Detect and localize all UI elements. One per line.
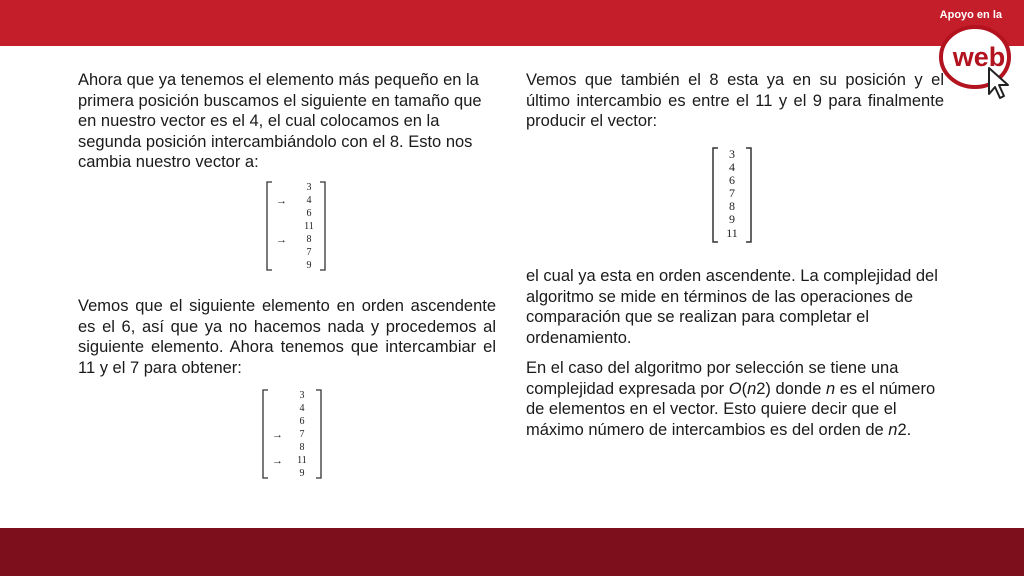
right-paragraph-1: Vemos que también el 8 esta ya en su posición y el último intercambio es entre el 11 y el 9 para finalmente producir el vector: [526, 71, 944, 130]
v1-value-6: 9 [306, 260, 312, 271]
v1-value-3: 11 [304, 221, 314, 232]
v1-value-0: 3 [306, 182, 312, 193]
left-paragraph-1: Ahora que ya tenemos el elemento más pequeño en la primera posición buscamos el siguiente en tamaño que en nuestro vector es el 4, el cual colocamos en la segunda posición intercambiándolo con el 8. Esto nos cambia nuestro vector a: [78, 71, 482, 171]
right-paragraph-2: el cual ya esta en orden ascendente. La complejidad del algoritmo se mide en términos de las operaciones de comparación que se realizan para completar el ordenamiento. [526, 267, 938, 347]
v2-value-2: 6 [299, 416, 305, 427]
v1-value-4: 8 [306, 234, 312, 245]
v3-value-0: 3 [729, 147, 735, 161]
v3-value-4: 8 [729, 199, 735, 213]
p3-text-b: ( [741, 379, 748, 398]
logo-text: web [952, 42, 1006, 72]
vector-3-svg [708, 146, 758, 244]
vector-2 [258, 388, 328, 485]
bottom-bar [0, 528, 1024, 576]
vector-1 [262, 180, 332, 277]
v1-arrow-4: → [276, 234, 287, 246]
vector-1-svg [262, 180, 332, 272]
v1-value-2: 6 [306, 208, 312, 219]
p3-text-a: En el caso del algoritmo por selección se tiene una complejidad expresada por [526, 359, 899, 398]
p3-text-c: 2) donde [756, 379, 826, 398]
v2-value-1: 4 [299, 403, 305, 414]
v1-value-1: 4 [306, 195, 312, 206]
p3-n-2: n [825, 379, 836, 398]
v2-arrow-3: → [272, 429, 283, 441]
v2-value-0: 3 [299, 390, 305, 401]
right-paragraph-3 [526, 358, 944, 440]
left-paragraph-2: Vemos que el siguiente elemento en orden ascendente es el 6, así que ya no hacemos nada y procedemos al siguiente elemento. Ahora tenemos que intercambiar el 11 y el 7 para obtener: [78, 297, 496, 377]
v3-value-5: 9 [729, 212, 735, 226]
top-bar [0, 0, 1024, 46]
v2-value-3: 7 [299, 429, 305, 440]
p3-big-o: O [728, 379, 742, 398]
v2-arrow-5: → [272, 455, 283, 467]
v2-value-6: 9 [299, 468, 305, 479]
v1-value-5: 7 [306, 247, 312, 258]
v3-value-1: 4 [729, 160, 735, 174]
v3-value-6: 11 [726, 226, 738, 240]
v3-value-2: 6 [729, 173, 735, 187]
p3-n-3: n [888, 420, 898, 439]
v1-arrow-1: → [276, 195, 287, 207]
vector-3 [708, 146, 758, 249]
v2-value-5: 11 [297, 455, 307, 466]
logo-caption: Apoyo en la [939, 9, 1002, 21]
v3-value-3: 7 [729, 186, 735, 200]
p3-n-1: n [747, 379, 757, 398]
v2-value-4: 8 [299, 442, 305, 453]
vector-2-svg [258, 388, 328, 480]
p3-text-e: 2. [897, 420, 912, 439]
p3-text-d: es el número de elementos en el vector. Esto quiere decir que el máximo número de intercambios es del orden de [526, 379, 936, 439]
web-logo[interactable] [937, 24, 1021, 102]
